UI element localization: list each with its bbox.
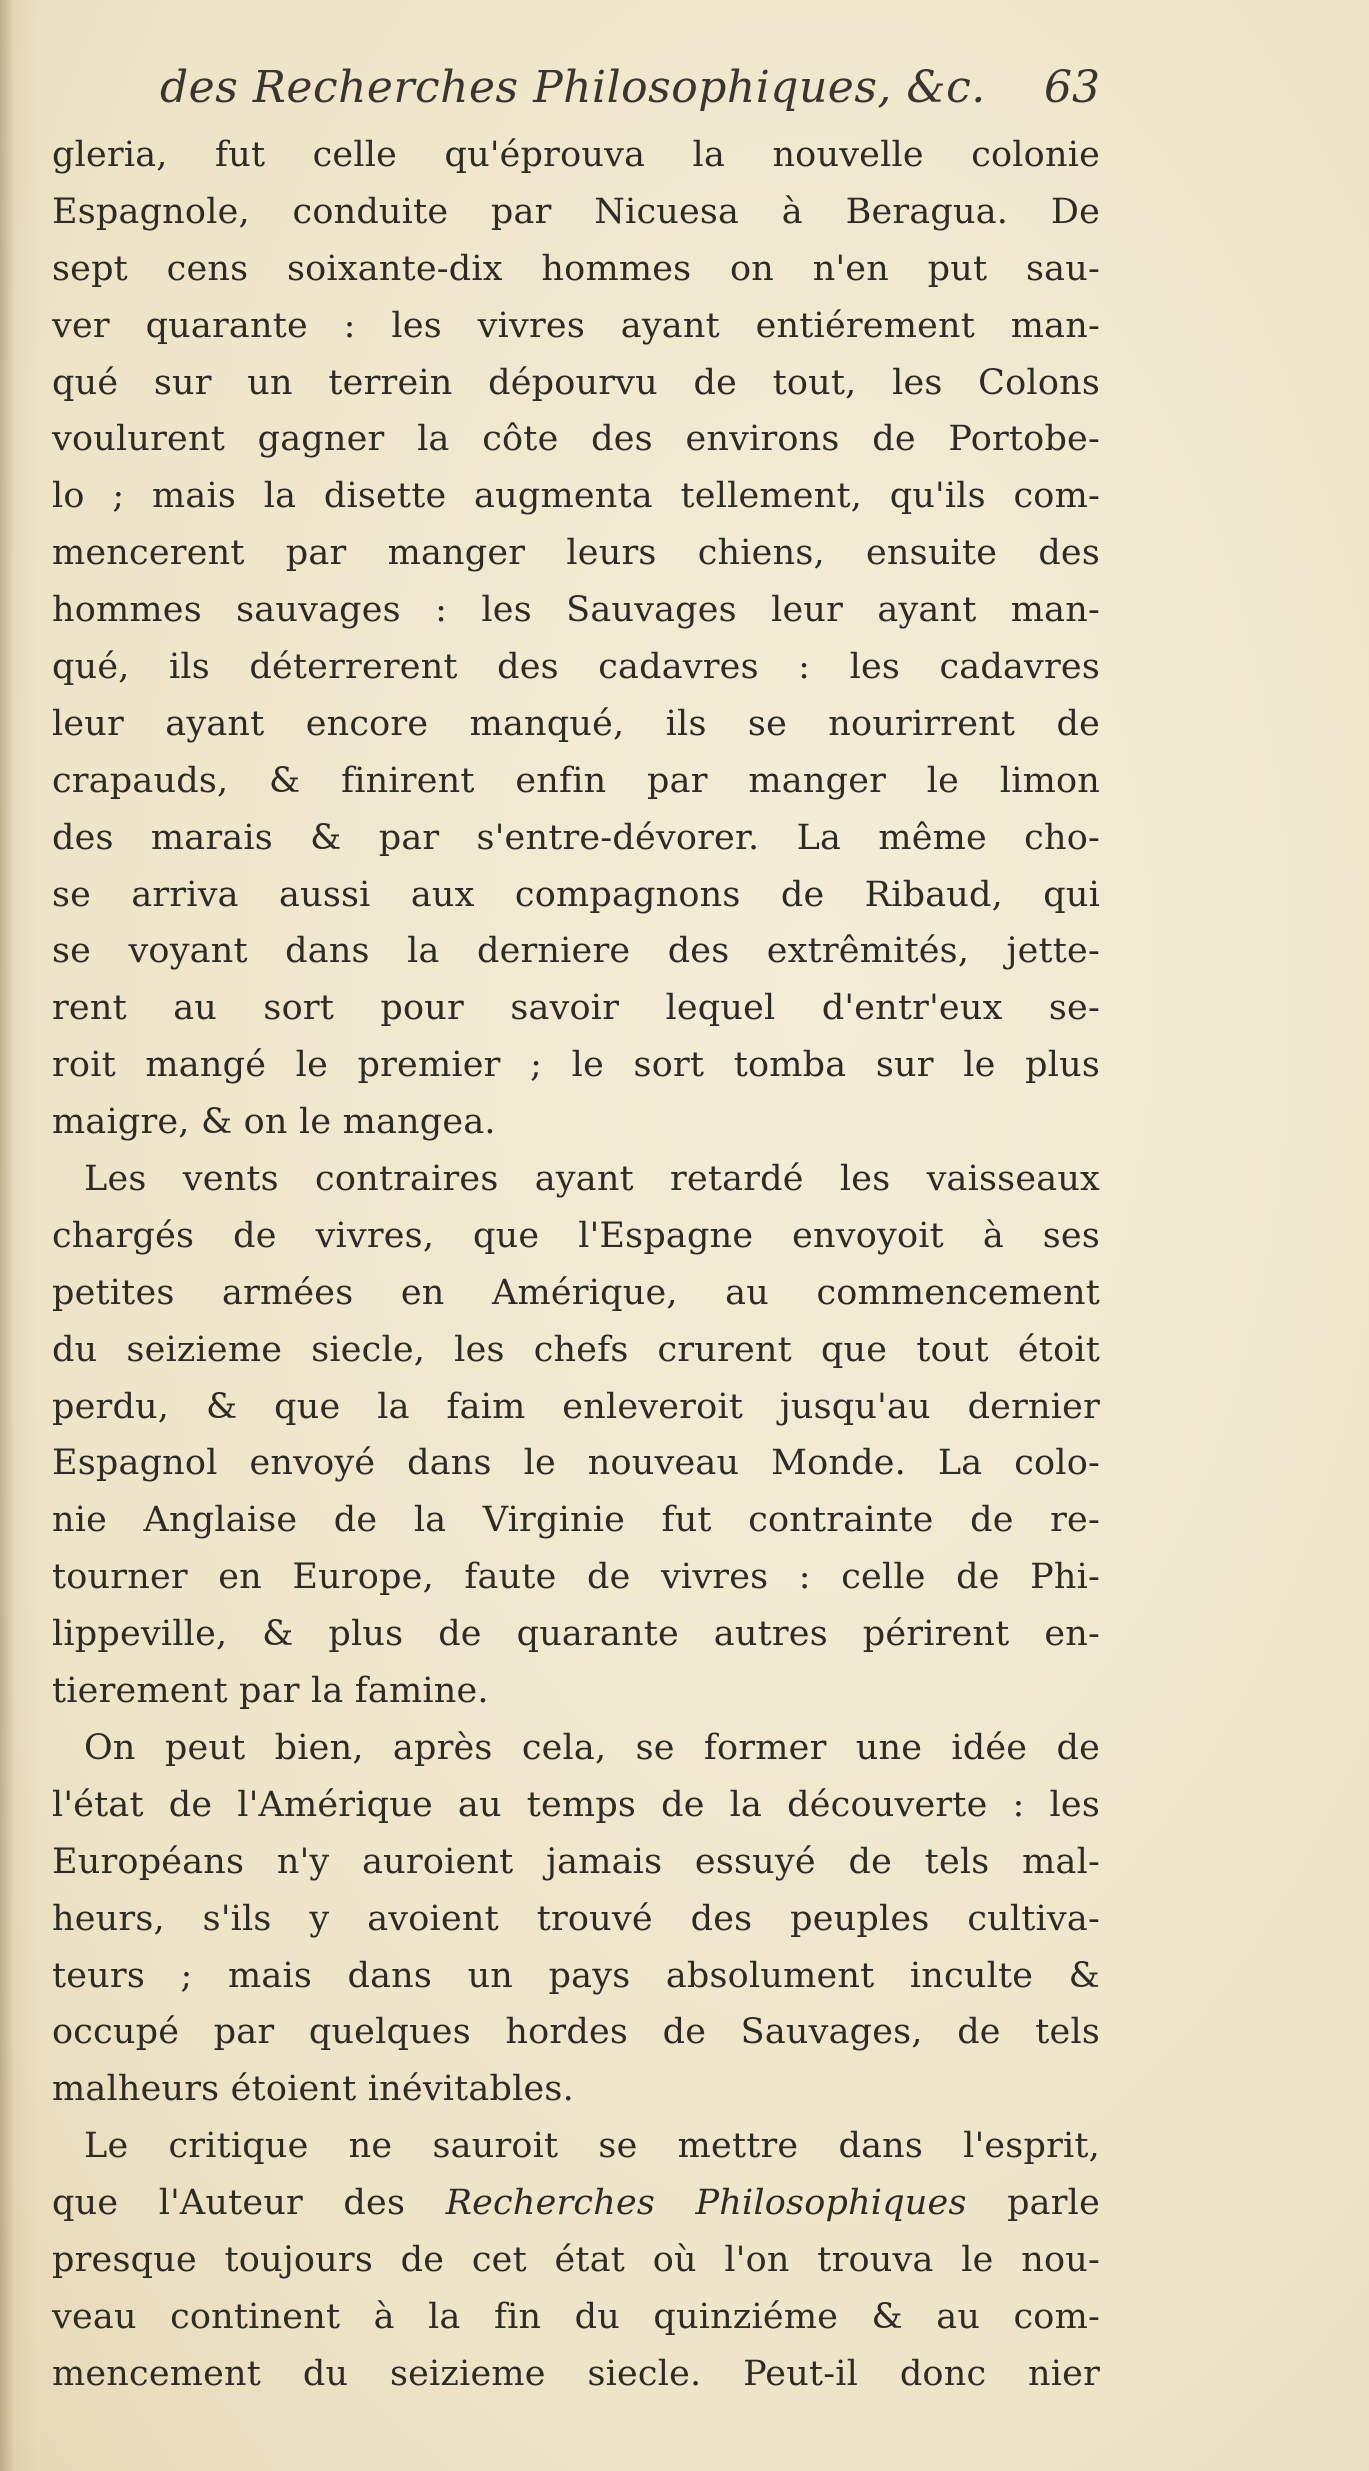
text-line: tourner en Europe, faute de vivres : celle de Phi- [52, 1557, 1100, 1598]
text-line-paragraph-end: tierement par la famine. [52, 1671, 489, 1712]
text-line: chargés de vivres, que l'Espagne envoyoit à ses [52, 1215, 1100, 1256]
text-line: qué, ils déterrerent des cadavres : les cadavres [52, 647, 1100, 688]
text-line: qué sur un terrein dépourvu de tout, les Colons [52, 362, 1100, 403]
text-line-with-italic-title [52, 2175, 1100, 2232]
text-line: veau continent à la fin du quinziéme & au com- [52, 2296, 1100, 2337]
text-line: mencerent par manger leurs chiens, ensuite des [52, 533, 1100, 574]
text-line: des marais & par s'entre-dévorer. La même cho- [52, 817, 1100, 858]
text-line-paragraph-start: Le critique ne sauroit se mettre dans l'esprit, [84, 2126, 1100, 2167]
text-line: hommes sauvages : les Sauvages leur ayant man- [52, 590, 1100, 631]
text-line: lo ; mais la disette augmenta tellement, qu'ils com- [52, 476, 1100, 517]
body-text [52, 127, 1100, 2403]
text-segment: parle [966, 2183, 1100, 2224]
text-line: nie Anglaise de la Virginie fut contrainte de re- [52, 1500, 1100, 1541]
text-line: gleria, fut celle qu'éprouva la nouvelle colonie [52, 135, 1100, 175]
text-line: se voyant dans la derniere des extrêmités, jette- [52, 931, 1100, 972]
text-line: perdu, & que la faim enleveroit jusqu'au dernier [52, 1386, 1100, 1427]
text-line: crapauds, & finirent enfin par manger le limon [52, 760, 1100, 801]
text-line: rent au sort pour savoir lequel d'entr'eux se- [52, 988, 1100, 1029]
text-line: ver quarante : les vivres ayant entiérement man- [52, 305, 1100, 346]
text-line-paragraph-end: maigre, & on le mangea. [52, 1102, 496, 1143]
text-line: roit mangé le premier ; le sort tomba sur le plus [52, 1045, 1100, 1086]
text-line: teurs ; mais dans un pays absolument inculte & [52, 1955, 1100, 1996]
text-line: se arriva aussi aux compagnons de Ribaud, qui [52, 874, 1100, 915]
text-line: Européans n'y auroient jamais essuyé de tels mal- [52, 1841, 1100, 1882]
text-line: Espagnole, conduite par Nicuesa à Beragua. De [52, 191, 1100, 232]
text-line: lippeville, & plus de quarante autres périrent en- [52, 1614, 1100, 1655]
text-segment: que l'Auteur des [52, 2183, 446, 2224]
text-line: l'état de l'Amérique au temps de la découverte : les [52, 1784, 1100, 1825]
text-line-paragraph-start: Les vents contraires ayant retardé les vaisseaux [84, 1159, 1100, 1200]
text-line: petites armées en Amérique, au commencement [52, 1272, 1100, 1313]
running-header-title: des Recherches Philosophiques, &c. [160, 62, 986, 113]
text-line-paragraph-end: malheurs étoient inévitables. [52, 2069, 574, 2110]
text-line: du seizieme siecle, les chefs crurent que tout étoit [52, 1329, 1100, 1370]
text-line: mencement du seizieme siecle. Peut-il donc nier [52, 2353, 1100, 2394]
text-line: sept cens soixante-dix hommes on n'en put sau- [52, 248, 1100, 289]
page-gutter-shadow [0, 0, 14, 2471]
text-line: occupé par quelques hordes de Sauvages, de tels [52, 2012, 1100, 2053]
page-number: 63 [1044, 62, 1100, 113]
text-line: presque toujours de cet état où l'on trouva le nou- [52, 2239, 1100, 2280]
text-line: voulurent gagner la côte des environs de Portobe- [52, 419, 1100, 460]
text-line: Espagnol envoyé dans le nouveau Monde. La colo- [52, 1443, 1100, 1484]
text-line: leur ayant encore manqué, ils se nourirrent de [52, 703, 1100, 744]
italic-book-title: Recherches Philosophiques [445, 2183, 967, 2224]
text-line-paragraph-start: On peut bien, après cela, se former une idée de [84, 1727, 1100, 1768]
text-line: heurs, s'ils y avoient trouvé des peuples cultiva- [52, 1898, 1100, 1939]
